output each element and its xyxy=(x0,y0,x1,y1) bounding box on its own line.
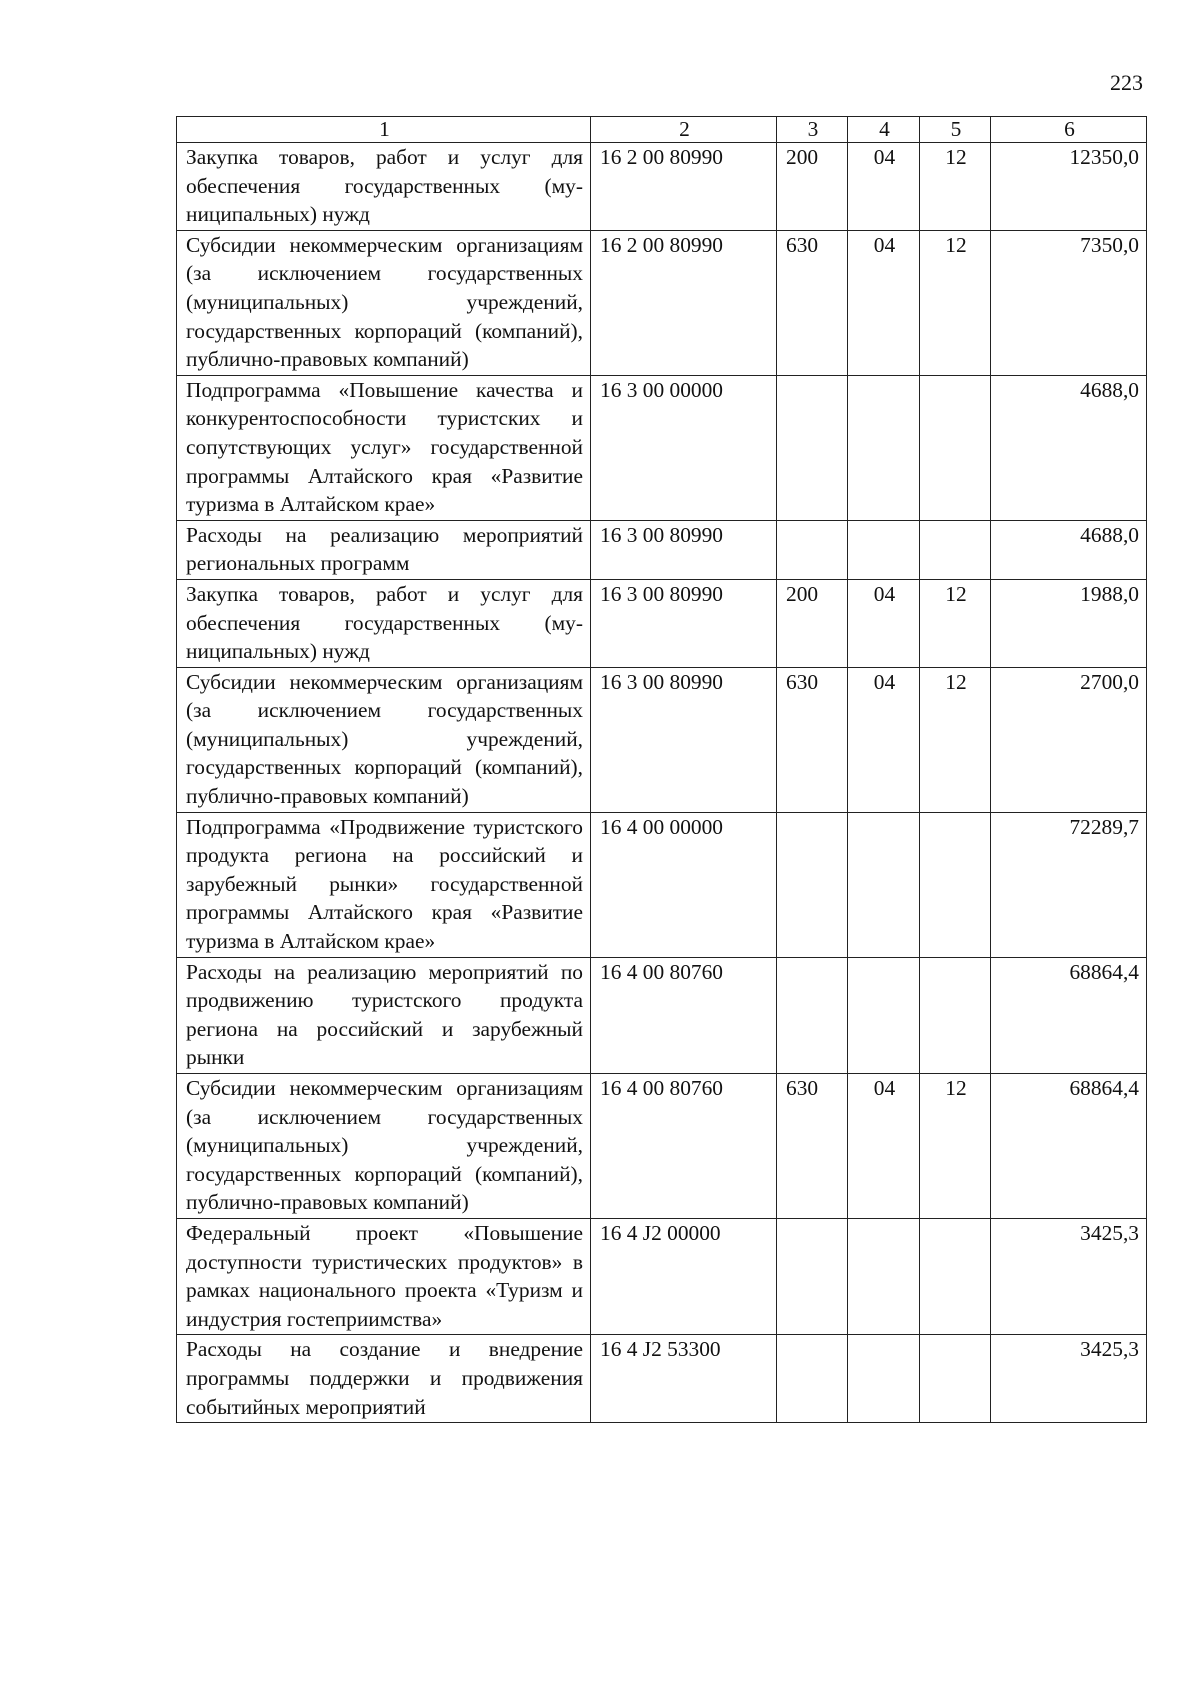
row-code: 16 4 00 00000 xyxy=(591,812,777,957)
row-sum: 7350,0 xyxy=(991,230,1147,375)
header-row xyxy=(177,117,1147,143)
row-rz xyxy=(848,812,920,957)
page-number: 223 xyxy=(1110,70,1143,95)
row-code: 16 3 00 80990 xyxy=(591,579,777,667)
header-col-5: 5 xyxy=(920,117,991,143)
row-rz xyxy=(848,375,920,520)
row-rz: 04 xyxy=(848,579,920,667)
table-row xyxy=(177,1335,1147,1423)
table-row xyxy=(177,667,1147,812)
table-header xyxy=(177,117,1147,143)
row-sum: 3425,3 xyxy=(991,1335,1147,1423)
row-sum: 68864,4 xyxy=(991,957,1147,1073)
row-name: Закупка товаров, работ и услуг для обеспечения государственных (муниципальных) нужд xyxy=(177,143,591,231)
row-sum: 4688,0 xyxy=(991,375,1147,520)
row-name: Федеральный проект «Повышение доступности туристических продуктов» в рамках национального проекта «Туризм и индустрия гостеприимства» xyxy=(177,1218,591,1334)
table-row xyxy=(177,957,1147,1073)
row-pr xyxy=(920,957,991,1073)
row-pr xyxy=(920,1335,991,1423)
row-name: Расходы на создание и внедрение программы поддержки и продвижения событийных мероприятий xyxy=(177,1335,591,1423)
row-vr xyxy=(777,375,848,520)
row-sum: 2700,0 xyxy=(991,667,1147,812)
header-col-6: 6 xyxy=(991,117,1147,143)
row-name: Расходы на реализацию мероприятий региональных программ xyxy=(177,520,591,579)
row-name: Подпрограмма «Продвижение туристского продукта региона на российский и зарубежный рынки» государственной программы Алтайского края «Развитие туризма в Алтайском крае» xyxy=(177,812,591,957)
row-code: 16 2 00 80990 xyxy=(591,230,777,375)
row-sum: 12350,0 xyxy=(991,143,1147,231)
row-name: Субсидии некоммерческим организациям (за исключением государственных (муниципальных) учреждений, государственных корпораций (компаний), публично-правовых компаний) xyxy=(177,230,591,375)
row-pr xyxy=(920,375,991,520)
row-name: Закупка товаров, работ и услуг для обеспечения государственных (муниципальных) нужд xyxy=(177,579,591,667)
header-col-3: 3 xyxy=(777,117,848,143)
row-code: 16 3 00 00000 xyxy=(591,375,777,520)
row-vr xyxy=(777,812,848,957)
row-pr: 12 xyxy=(920,143,991,231)
row-name: Расходы на реализацию мероприятий по продвижению туристского продукта региона на российский и зарубежный рынки xyxy=(177,957,591,1073)
row-vr: 630 xyxy=(777,667,848,812)
row-vr: 630 xyxy=(777,230,848,375)
row-sum: 1988,0 xyxy=(991,579,1147,667)
row-vr xyxy=(777,957,848,1073)
table-row xyxy=(177,520,1147,579)
table-row xyxy=(177,143,1147,231)
table-row xyxy=(177,375,1147,520)
row-code: 16 2 00 80990 xyxy=(591,143,777,231)
header-col-1: 1 xyxy=(177,117,591,143)
row-vr: 200 xyxy=(777,143,848,231)
row-rz: 04 xyxy=(848,143,920,231)
row-pr: 12 xyxy=(920,1074,991,1219)
row-name: Субсидии некоммерческим организациям (за исключением государственных (муниципальных) учреждений, государственных корпораций (компаний), публично-правовых компаний) xyxy=(177,1074,591,1219)
row-code: 16 4 00 80760 xyxy=(591,1074,777,1219)
table-row xyxy=(177,579,1147,667)
row-rz xyxy=(848,1335,920,1423)
row-rz: 04 xyxy=(848,667,920,812)
table-row xyxy=(177,1074,1147,1219)
row-vr: 630 xyxy=(777,1074,848,1219)
row-sum: 3425,3 xyxy=(991,1218,1147,1334)
row-vr xyxy=(777,520,848,579)
row-pr xyxy=(920,1218,991,1334)
row-vr xyxy=(777,1218,848,1334)
table-row xyxy=(177,812,1147,957)
row-pr: 12 xyxy=(920,579,991,667)
row-name: Субсидии некоммерческим организациям (за исключением государственных (муниципальных) учреждений, государственных корпораций (компаний), публично-правовых компаний) xyxy=(177,667,591,812)
row-pr: 12 xyxy=(920,230,991,375)
row-code: 16 4 00 80760 xyxy=(591,957,777,1073)
row-rz: 04 xyxy=(848,1074,920,1219)
header-col-2: 2 xyxy=(591,117,777,143)
budget-table xyxy=(176,116,1147,1423)
row-sum: 68864,4 xyxy=(991,1074,1147,1219)
row-code: 16 3 00 80990 xyxy=(591,520,777,579)
table-body xyxy=(177,143,1147,1423)
row-sum: 72289,7 xyxy=(991,812,1147,957)
row-code: 16 3 00 80990 xyxy=(591,667,777,812)
row-code: 16 4 J2 00000 xyxy=(591,1218,777,1334)
row-rz xyxy=(848,520,920,579)
row-rz xyxy=(848,957,920,1073)
row-vr xyxy=(777,1335,848,1423)
table-row xyxy=(177,230,1147,375)
row-rz: 04 xyxy=(848,230,920,375)
row-pr xyxy=(920,520,991,579)
row-pr: 12 xyxy=(920,667,991,812)
row-rz xyxy=(848,1218,920,1334)
row-name: Подпрограмма «Повышение качества и конкурентоспособности туристских и сопутствующих услуг» государственной программы Алтайского края «Развитие туризма в Алтайском крае» xyxy=(177,375,591,520)
row-vr: 200 xyxy=(777,579,848,667)
table-row xyxy=(177,1218,1147,1334)
row-code: 16 4 J2 53300 xyxy=(591,1335,777,1423)
row-pr xyxy=(920,812,991,957)
header-col-4: 4 xyxy=(848,117,920,143)
row-sum: 4688,0 xyxy=(991,520,1147,579)
